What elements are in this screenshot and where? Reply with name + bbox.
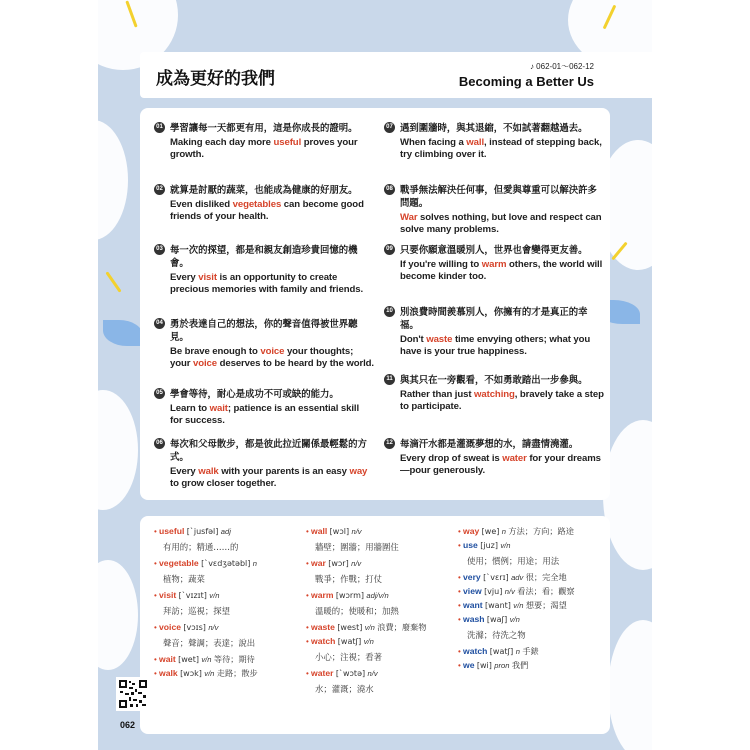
- qr-code-icon: [118, 679, 148, 709]
- vocab-pos: n/v: [208, 623, 219, 632]
- sentence-item: [384, 374, 604, 413]
- page-title-zh: 成為更好的我們: [156, 69, 275, 89]
- vocab-word: vegetable: [159, 558, 199, 568]
- vocab-pos: n: [515, 647, 520, 656]
- vocab-entry: [154, 654, 258, 665]
- sentence-text: to grow closer together.: [170, 478, 277, 489]
- vocab-word: want: [463, 600, 483, 610]
- sentence-en: [400, 389, 604, 413]
- sentence-en: [400, 453, 604, 477]
- flower-decoration: [603, 420, 652, 570]
- vocab-meaning: 洗滌；待洗之物: [467, 630, 526, 640]
- vocab-meaning: 拜訪；巡視；探望: [163, 606, 230, 616]
- bullet-icon: •: [458, 587, 464, 596]
- keyword-highlight: wait: [209, 403, 228, 414]
- vocab-meaning: 浪費；廢棄物: [377, 622, 427, 632]
- sentence-en: [400, 137, 604, 161]
- sentence-zh: 與其只在一旁觀看，不如勇敢踏出一步參與。: [400, 375, 588, 386]
- bullet-icon: •: [306, 527, 312, 536]
- sentence-zh: 學習讓每一天都更有用，這是你成長的證明。: [170, 123, 358, 134]
- sentence-item: [154, 122, 374, 161]
- vocab-word: walk: [159, 668, 178, 678]
- keyword-highlight: water: [502, 453, 527, 464]
- keyword-highlight: vegetables: [232, 199, 282, 210]
- vocab-ipa: [wɔk]: [180, 669, 202, 678]
- vocab-pos: v/n: [209, 591, 220, 600]
- sentence-en: [400, 334, 604, 358]
- sentence-text: with your parents is an easy: [218, 466, 350, 477]
- sentence-item: [384, 244, 604, 283]
- vocab-entry: [458, 614, 575, 643]
- flower-decoration: [608, 620, 652, 750]
- vocab-word: useful: [159, 526, 185, 536]
- vocab-meaning: 使用；慣例；用途；用法: [467, 556, 560, 566]
- sentence-text: ; patience is an essential skill for success.: [170, 403, 360, 426]
- vocab-entry: [154, 558, 258, 587]
- vocab-ipa: [ˋvɛdʒətəbl]: [201, 559, 251, 568]
- sentence-number: 08: [384, 184, 395, 195]
- bullet-icon: •: [458, 541, 464, 550]
- vocab-ipa: [wet]: [178, 655, 199, 664]
- keyword-highlight: warm: [481, 259, 507, 270]
- keyword-highlight: visit: [198, 272, 217, 283]
- vocab-pos: n/v: [504, 587, 515, 596]
- page-title-en: Becoming a Better Us: [458, 74, 594, 89]
- sentence-text: your thoughts; your: [170, 346, 354, 369]
- sentence-item: [154, 184, 374, 223]
- sentence-number: 09: [384, 244, 395, 255]
- sentence-text: Rather than just: [400, 389, 474, 400]
- vocab-pos: adj/v/n: [366, 591, 389, 600]
- page-background: [98, 0, 652, 750]
- vocab-meaning: 想要；渴望: [525, 600, 567, 610]
- sentence-zh: 每滴汗水都是灌溉夢想的水，請盡情澆灌。: [400, 439, 579, 450]
- sentence-zh: 只要你願意溫暖別人，世界也會變得更友善。: [400, 245, 588, 256]
- vocab-entry: [458, 526, 575, 537]
- vocab-ipa: [juz]: [480, 541, 498, 550]
- vocab-meaning: 方法；方向；路途: [508, 526, 574, 536]
- title-bar: [140, 52, 652, 98]
- vocab-meaning: 小心；注視；看著: [315, 652, 382, 662]
- vocab-pos: v/n: [513, 601, 524, 610]
- stamen-decoration: [105, 271, 121, 292]
- sentence-zh: 勇於表達自己的想法，你的聲音值得被世界聽見。: [170, 319, 358, 343]
- sentence-en: [170, 137, 374, 161]
- vocab-word: watch: [463, 646, 488, 656]
- bullet-icon: •: [458, 647, 464, 656]
- vocab-ipa: [ˋvɛrɪ]: [483, 573, 509, 582]
- bullet-icon: •: [306, 591, 312, 600]
- vocab-pos: adj: [220, 527, 231, 536]
- vocab-entry: [458, 646, 575, 657]
- vocab-entry: [154, 668, 258, 679]
- vocab-pos: n: [252, 559, 257, 568]
- vocab-entry: [154, 526, 258, 555]
- keyword-highlight: wall: [466, 137, 485, 148]
- vocab-word: wait: [159, 654, 176, 664]
- sentence-zh: 就算是討厭的蔬菜，也能成為健康的好朋友。: [170, 185, 358, 196]
- vocab-entry: [458, 540, 575, 569]
- vocab-meaning: 溫暖的；使暖和；加熱: [315, 606, 399, 616]
- vocab-pos: v/n: [509, 615, 520, 624]
- vocab-entry: [154, 622, 258, 651]
- sentence-text: Don't: [400, 334, 427, 345]
- sentence-text: time envying others; what you have is your true happiness.: [400, 334, 591, 357]
- vocab-entry: [458, 600, 575, 611]
- bullet-icon: •: [306, 559, 312, 568]
- vocab-ipa: [want]: [485, 601, 511, 610]
- flower-decoration: [98, 390, 138, 510]
- sentence-text: Every: [170, 466, 199, 477]
- vocab-entry: [458, 586, 575, 597]
- sentence-en: [400, 212, 604, 236]
- vocab-ipa: [west]: [337, 623, 363, 632]
- vocab-ipa: [waʃ]: [486, 615, 508, 624]
- vocab-pos: n/v: [351, 527, 362, 536]
- sentence-text: Every: [170, 272, 199, 283]
- sentence-en: [400, 259, 604, 283]
- vocab-meaning: 聲音；聲調；表達；說出: [163, 638, 256, 648]
- vocab-ipa: [ˋvɪzɪt]: [178, 591, 207, 600]
- vocab-pos: v/n: [204, 669, 215, 678]
- bullet-icon: •: [306, 637, 312, 646]
- vocab-pos: v/n: [364, 623, 375, 632]
- vocab-meaning: 手錶: [522, 646, 539, 656]
- vocabulary-panel: [140, 516, 610, 734]
- vocab-word: waste: [311, 622, 335, 632]
- vocab-ipa: [wi]: [476, 661, 492, 670]
- sentence-text: Even disliked: [170, 199, 233, 210]
- bullet-icon: •: [154, 669, 160, 678]
- sentence-text: Every drop of sweat is: [400, 453, 503, 464]
- sentence-number: 05: [154, 388, 165, 399]
- sentence-zh: 每一次的探望，都是和親友創造珍貴回憶的機會。: [170, 245, 358, 269]
- vocab-entry: [306, 668, 426, 697]
- vocab-word: wash: [463, 614, 485, 624]
- sentence-zh: 學會等待，耐心是成功不可或缺的能力。: [170, 389, 339, 400]
- sentence-panel: [140, 108, 610, 500]
- keyword-highlight: voice: [260, 346, 285, 357]
- sentence-en: [170, 466, 374, 490]
- leaf-decoration: [103, 320, 143, 346]
- sentence-zh: 每次和父母散步，都是彼此拉近關係最輕鬆的方式。: [170, 439, 367, 463]
- bullet-icon: •: [154, 623, 160, 632]
- vocab-word: wall: [311, 526, 328, 536]
- sentence-text: others, the world will become kinder too.: [400, 259, 603, 282]
- sentence-item: [384, 184, 604, 236]
- vocab-entry: [458, 572, 575, 583]
- vocab-ipa: [vju]: [484, 587, 503, 596]
- page-number: 062: [120, 720, 136, 730]
- bullet-icon: •: [458, 601, 464, 610]
- vocab-ipa: [vɔɪs]: [183, 623, 206, 632]
- sentence-zh: 遇到圍牆時，與其退縮，不如試著翻越過去。: [400, 123, 588, 134]
- flower-decoration: [98, 120, 128, 240]
- vocab-word: use: [463, 540, 478, 550]
- sentence-number: 11: [384, 374, 395, 385]
- vocab-word: watch: [311, 636, 336, 646]
- sentence-number: 07: [384, 122, 395, 133]
- vocab-entry: [154, 590, 258, 619]
- vocab-word: way: [463, 526, 480, 536]
- sentence-number: 02: [154, 184, 165, 195]
- vocab-pos: v/n: [500, 541, 511, 550]
- bullet-icon: •: [154, 591, 160, 600]
- vocab-word: war: [311, 558, 326, 568]
- vocab-word: water: [311, 668, 334, 678]
- bullet-icon: •: [458, 615, 464, 624]
- sentence-number: 03: [154, 244, 165, 255]
- vocab-ipa: [wɔl]: [329, 527, 350, 536]
- sentence-text: for your dreams—pour generously.: [400, 453, 601, 476]
- bullet-icon: •: [154, 559, 160, 568]
- sentence-text: , instead of stepping back, try climbing over it.: [400, 137, 602, 160]
- sentence-text: deserves to be heard by the world.: [217, 358, 374, 369]
- keyword-highlight: voice: [192, 358, 218, 369]
- vocab-entry: [458, 660, 575, 671]
- sentence-text: is an opportunity to create precious memories with family and friends.: [170, 272, 364, 295]
- vocab-entry: [306, 590, 426, 619]
- vocab-column: [458, 526, 575, 674]
- audio-track-label: ♪ 062-01～062-12: [529, 62, 594, 71]
- sentence-zh: 戰爭無法解決任何事，但愛與尊重可以解決許多問題。: [400, 185, 597, 209]
- sentence-text: When facing a: [400, 137, 467, 148]
- vocab-ipa: [ˋjusfəl]: [186, 527, 219, 536]
- sentence-en: [170, 403, 374, 427]
- vocab-pos: n: [501, 527, 507, 536]
- vocab-ipa: [wɔrm]: [335, 591, 364, 600]
- keyword-highlight: watching: [474, 389, 515, 400]
- bullet-icon: •: [306, 623, 312, 632]
- keyword-highlight: War: [400, 212, 418, 223]
- vocab-column: [154, 526, 258, 682]
- vocab-meaning: 我們: [511, 660, 529, 670]
- sentence-text: Be brave enough to: [170, 346, 261, 357]
- vocab-meaning: 植物；蔬菜: [163, 574, 205, 584]
- vocab-meaning: 牆壁；圍牆；用牆圍住: [315, 542, 399, 552]
- sentence-text: Learn to: [170, 403, 210, 414]
- vocab-meaning: 水；灌溉；澆水: [315, 684, 374, 694]
- vocab-pos: n/v: [367, 669, 378, 678]
- vocab-entry: [306, 526, 426, 555]
- sentence-en: [170, 272, 374, 296]
- sentence-zh: 別浪費時間羨慕別人，你擁有的才是真正的幸福。: [400, 307, 588, 331]
- vocab-ipa: [we]: [481, 527, 500, 536]
- vocab-ipa: [wɔr]: [328, 559, 349, 568]
- vocab-ipa: [watʃ]: [489, 647, 514, 656]
- bullet-icon: •: [458, 661, 464, 670]
- vocab-word: visit: [159, 590, 177, 600]
- sentence-text: proves your growth.: [170, 137, 358, 160]
- vocab-pos: v/n: [201, 655, 212, 664]
- bullet-icon: •: [154, 527, 160, 536]
- sentence-text: , bravely take a step to participate.: [400, 389, 604, 412]
- sentence-item: [154, 388, 374, 427]
- vocab-word: view: [463, 586, 482, 596]
- vocab-entry: [306, 636, 426, 665]
- vocab-entry: [306, 622, 426, 633]
- vocab-meaning: 有用的；精通……的: [163, 542, 239, 552]
- vocab-word: warm: [311, 590, 334, 600]
- sentence-number: 04: [154, 318, 165, 329]
- sentence-number: 12: [384, 438, 395, 449]
- keyword-highlight: walk: [198, 466, 219, 477]
- sentence-text: can become good friends of your health.: [170, 199, 364, 222]
- vocab-word: very: [463, 572, 481, 582]
- bullet-icon: •: [458, 573, 464, 582]
- vocab-meaning: 看法；看；觀察: [517, 586, 575, 596]
- vocab-pos: adv: [511, 573, 524, 582]
- vocab-word: we: [463, 660, 475, 670]
- bullet-icon: •: [458, 527, 464, 536]
- sentence-text: If you're willing to: [400, 259, 482, 270]
- keyword-highlight: way: [349, 466, 368, 477]
- vocab-meaning: 很；完全地: [525, 572, 567, 582]
- sentence-item: [384, 122, 604, 161]
- sentence-en: [170, 199, 374, 223]
- vocab-entry: [306, 558, 426, 587]
- vocab-meaning: 走路；散步: [216, 668, 258, 678]
- sentence-item: [154, 438, 374, 490]
- sentence-item: [384, 438, 604, 477]
- vocab-meaning: 戰爭；作戰；打仗: [315, 574, 382, 584]
- vocab-pos: v/n: [363, 637, 374, 646]
- vocab-ipa: [ˋwɔtə]: [335, 669, 366, 678]
- sentence-item: [154, 244, 374, 296]
- sentence-item: [384, 306, 604, 358]
- bullet-icon: •: [306, 669, 312, 678]
- sentence-en: [170, 346, 374, 370]
- keyword-highlight: waste: [426, 334, 453, 345]
- vocab-word: voice: [159, 622, 182, 632]
- flower-decoration: [98, 560, 138, 670]
- vocab-ipa: [watʃ]: [337, 637, 362, 646]
- sentence-text: solves nothing, but love and respect can solve many problems.: [400, 212, 602, 235]
- vocab-pos: pron: [494, 661, 510, 670]
- vocab-meaning: 等待；期待: [213, 654, 255, 664]
- qr-code[interactable]: [116, 677, 150, 711]
- vocab-pos: n/v: [351, 559, 362, 568]
- sentence-number: 01: [154, 122, 165, 133]
- bullet-icon: •: [154, 655, 160, 664]
- sentence-number: 10: [384, 306, 395, 317]
- keyword-highlight: useful: [273, 137, 302, 148]
- sentence-item: [154, 318, 374, 370]
- vocab-column: [306, 526, 426, 700]
- sentence-text: Making each day more: [170, 137, 274, 148]
- sentence-number: 06: [154, 438, 165, 449]
